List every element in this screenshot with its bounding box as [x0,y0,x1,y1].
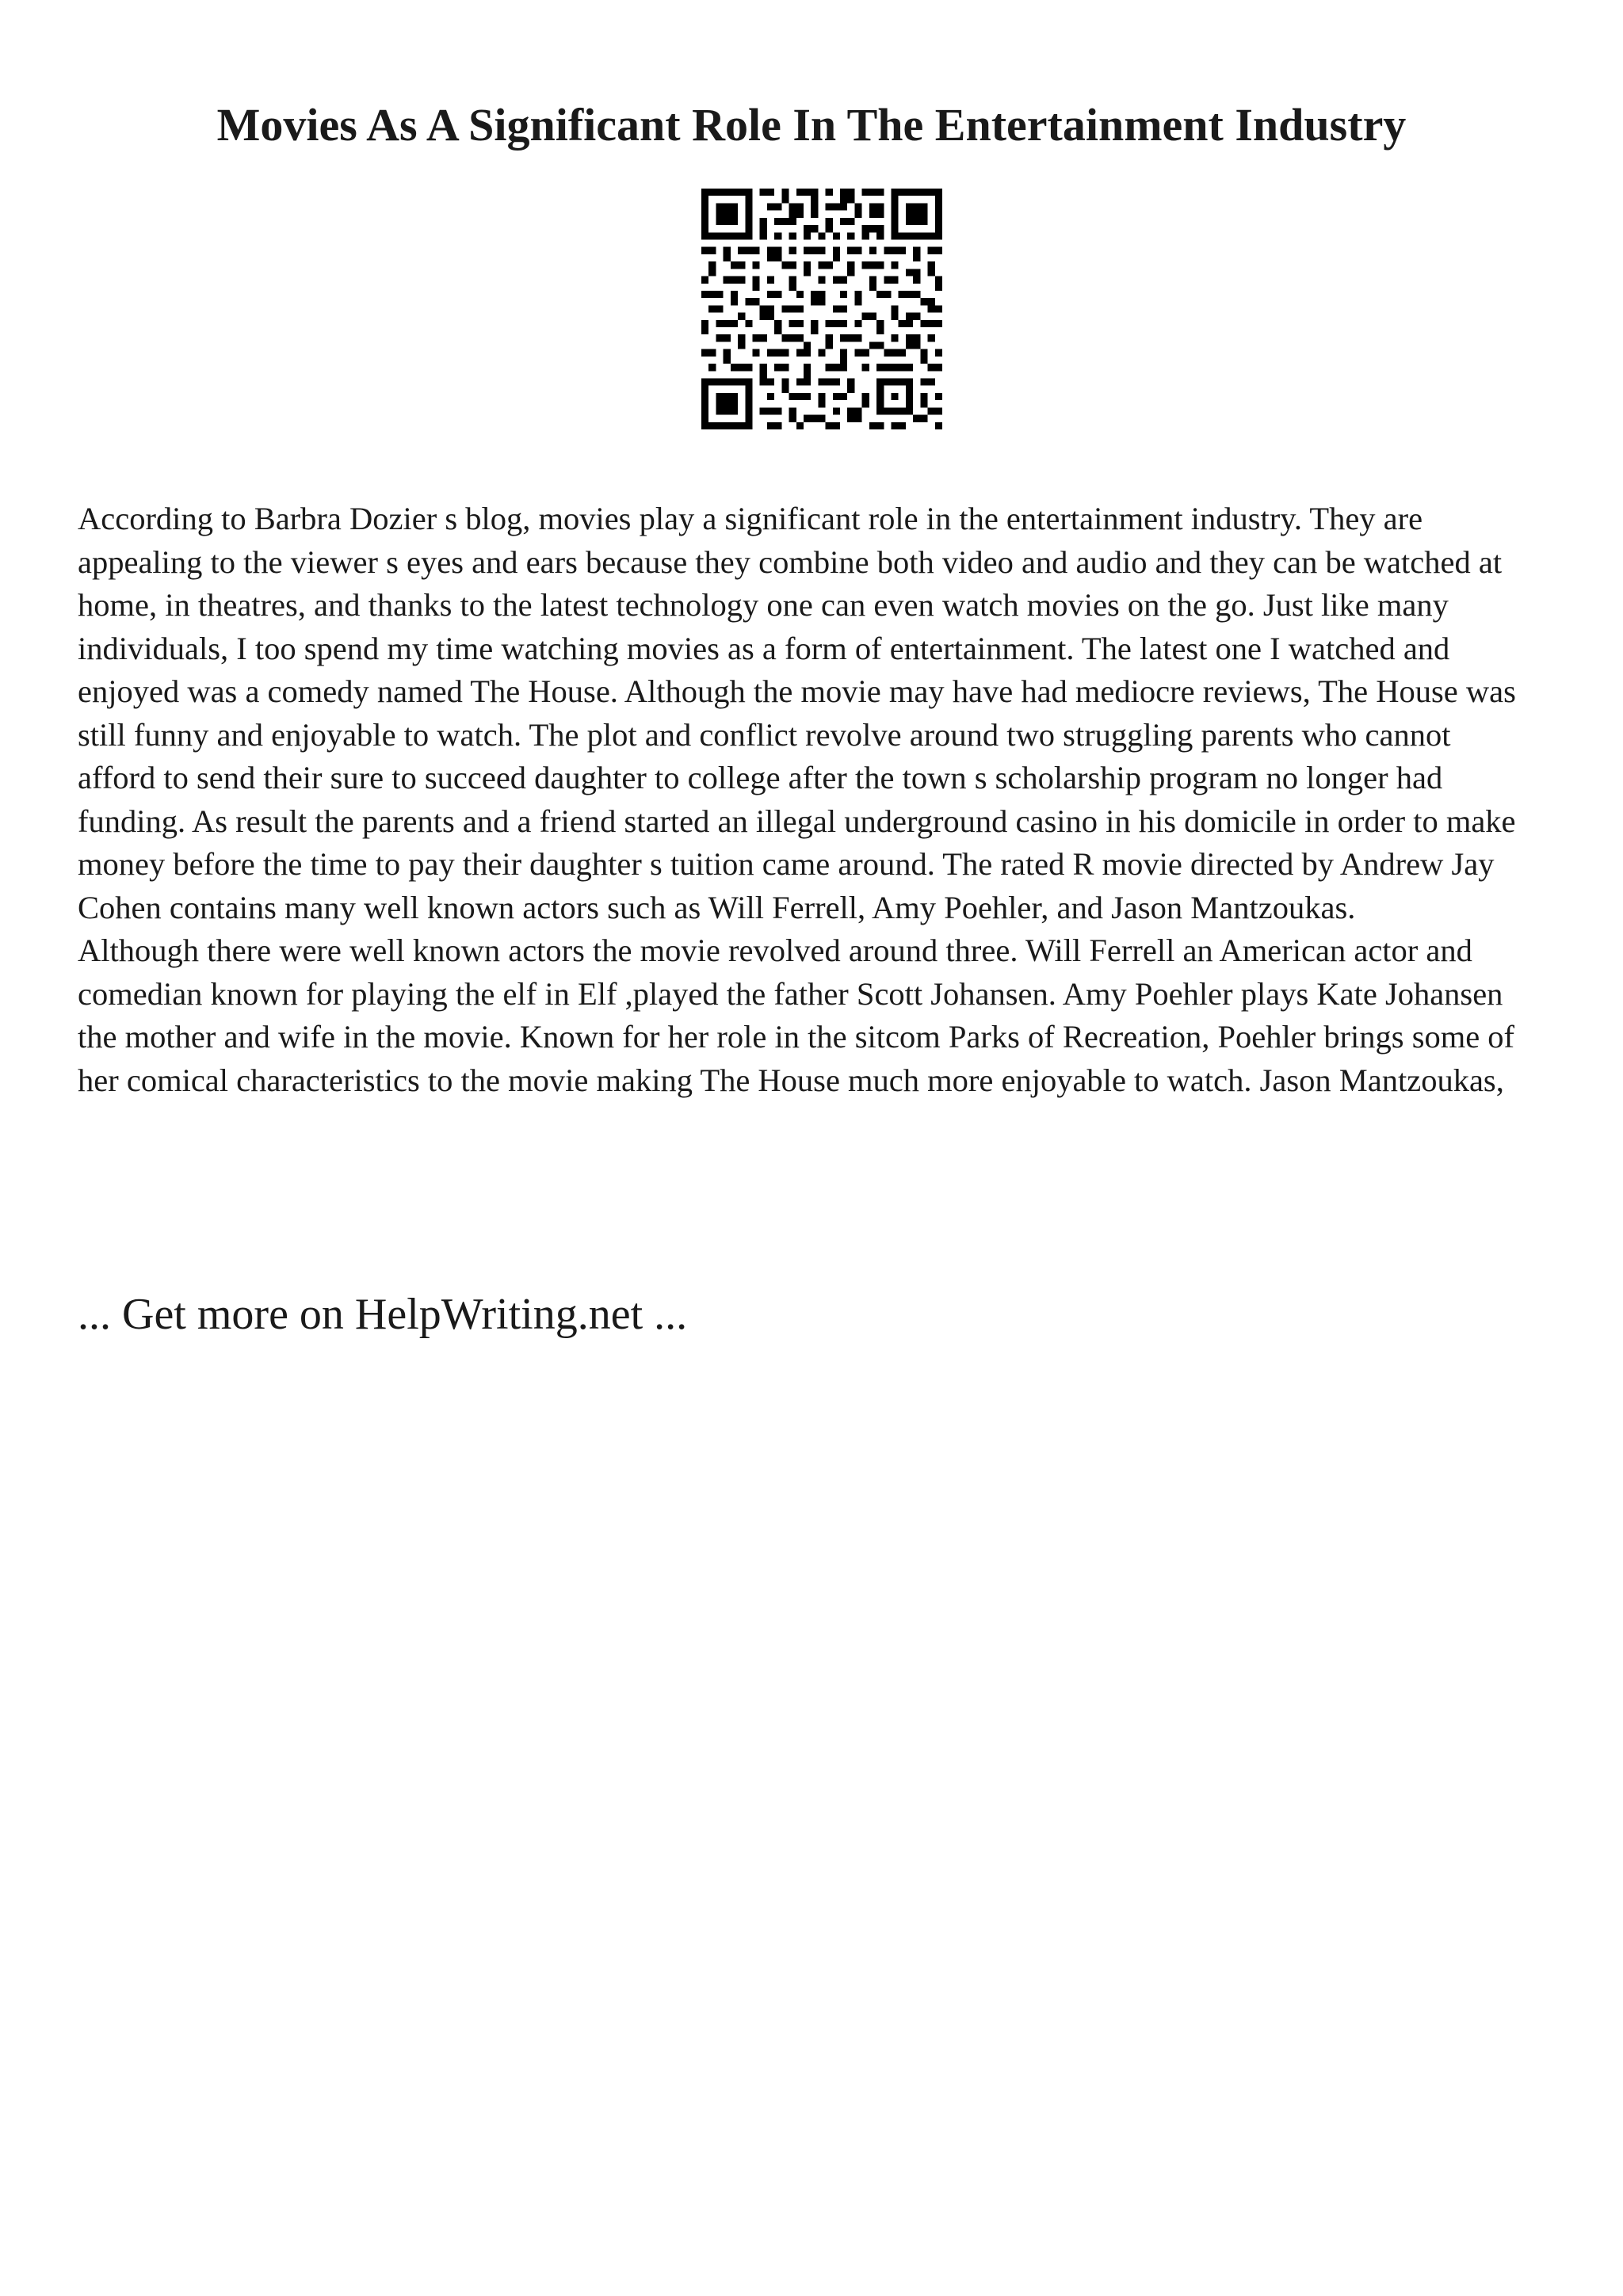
article-body [78,498,1528,1102]
article-paragraph-2: Although there were well known actors the movie revolved around three. Will Ferrell an American actor and comedian known for playing the elf in Elf ,played the father Scott Johansen. Amy Poehler plays Kate Johansen the mother and wife in the movie. Known for her role in the sitcom Parks of Recreation, Poehler brings some of her comical characteristics to the movie making The House much more enjoyable to watch. Jason Mantzoukas, [78,933,1515,1098]
get-more-link[interactable]: ... Get more on HelpWriting.net ... [78,1290,688,1339]
article-paragraph-1: According to Barbra Dozier s blog, movies play a significant role in the entertainment industry. They are appealing to the viewer s eyes and ears because they combine both video and audio and they can be watched at home, in theatres, and thanks to the latest technology one can even watch movies on the go. Just like many individuals, I too spend my time watching movies as a form of entertainment. The latest one I watched and enjoyed was a comedy named The House. Although the movie may have had mediocre reviews, The House was still funny and enjoyable to watch. The plot and conflict revolve around two struggling parents who cannot afford to send their sure to succeed daughter to college after the town s scholarship program no longer had funding. As result the parents and a friend started an illegal underground casino in his domicile in order to make money before the time to pay their daughter s tuition came around. The rated R movie directed by Andrew Jay Cohen contains many well known actors such as Will Ferrell, Amy Poehler, and Jason Mantzoukas. [78,501,1516,925]
document-title: Movies As A Significant Role In The Entertainment Industry [216,99,1407,151]
qr-code-icon [701,189,942,429]
